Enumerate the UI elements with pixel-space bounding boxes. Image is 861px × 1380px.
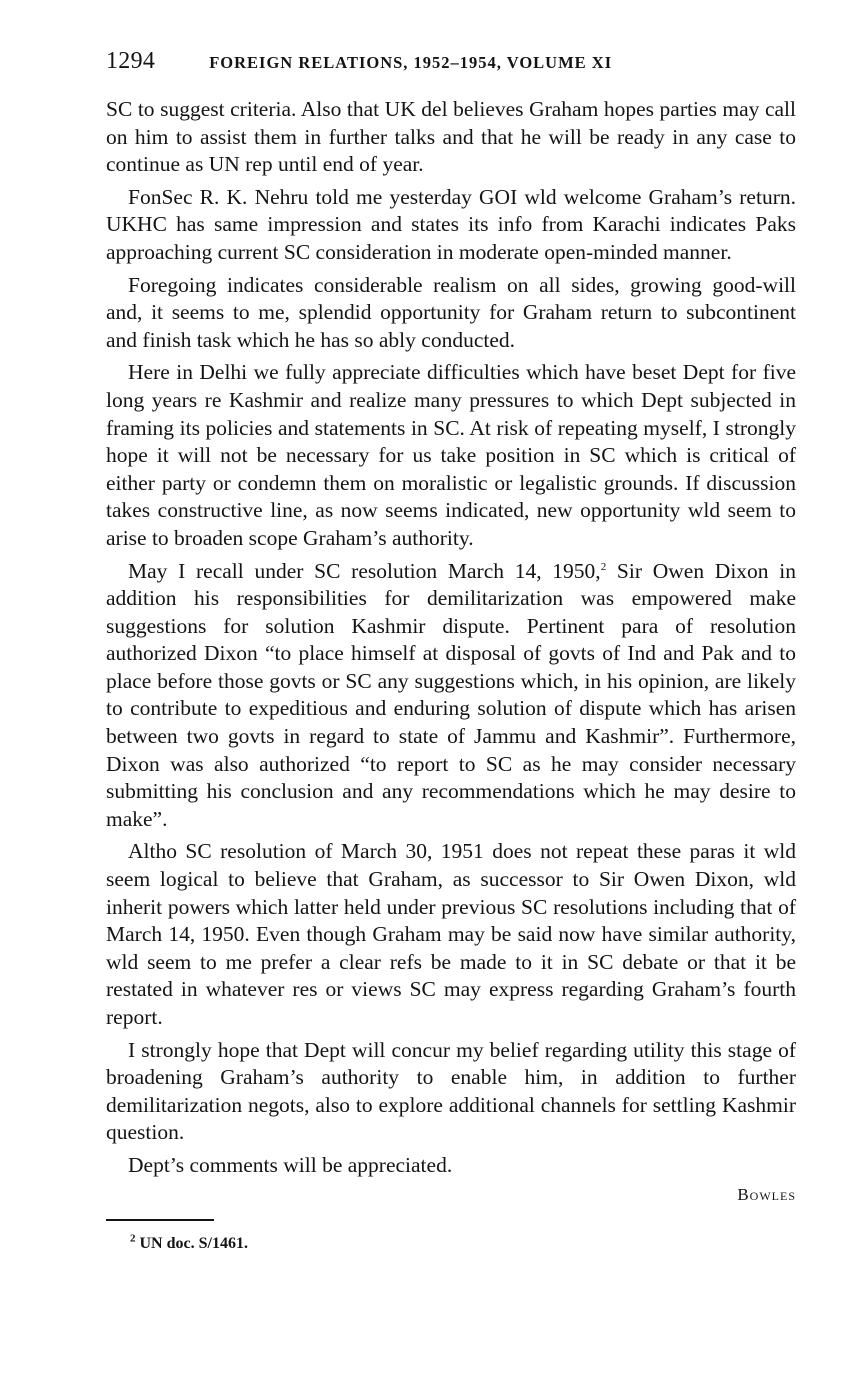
paragraph-5-text-end: Sir Owen Dixon in addition his responsibilities for demilitarization was empowered make suggestions for solution Kashmir dispute. Pertinent para of resolution authorized Dixon “to place himself at disposal of govts of Ind and Pak and to place before those govts or SC any suggestions which, in his opinion, are likely to contribute to expeditious and enduring solution of dispute which has arisen between two govts in regard to state of Jammu and Kashmir”. Furthermore, Dixon was also authorized “to report to SC as he may consider necessary submitting his conclusion and any recommendations which he may desire to make”.: [106, 558, 796, 831]
page-number: 1294: [106, 48, 156, 74]
letter-body: [106, 96, 796, 1180]
document-page: [106, 48, 796, 1253]
running-head: [106, 48, 796, 82]
footnote-divider: [106, 1219, 214, 1221]
paragraph-6: Altho SC resolution of March 30, 1951 does not repeat these paras it wld seem logical to believe that Graham, as successor to Sir Owen Dixon, wld inherit powers which latter held under previous SC resolutions including that of March 14, 1950. Even though Graham may be said now have similar authority, wld seem to me prefer a clear refs be made to it in SC debate or that it be restated in whatever res or views SC may express regarding Graham’s fourth report.: [106, 839, 796, 1029]
paragraph-1: SC to suggest criteria. Also that UK del believes Graham hopes parties may call on him to assist them in further talks and that he will be ready in any case to continue as UN rep until end of year.: [106, 97, 796, 177]
footnote-marker: 2: [130, 1232, 136, 1245]
signature: Bowles: [737, 1184, 796, 1204]
paragraph-5: [106, 558, 796, 834]
paragraph-5-text-start: May I recall under SC resolution March 14, 1950,: [128, 558, 601, 583]
footnote-reference: 2: [600, 560, 607, 573]
running-title: FOREIGN RELATIONS, 1952–1954, VOLUME XI: [209, 53, 613, 72]
paragraph-3: Foregoing indicates considerable realism on all sides, growing good-will and, it seems to me, splendid opportunity for Graham return to subcontinent and finish task which he has so ably conducted.: [106, 272, 796, 352]
footnote: [130, 1232, 796, 1253]
paragraph-4: Here in Delhi we fully appreciate difficulties which have beset Dept for five long years re Kashmir and realize many pressures to which Dept subjected in framing its policies and statements in SC. At risk of repeating myself, I strongly hope it will not be necessary for us take position in SC which is critical of either party or condemn them on moralistic or legalistic grounds. If discussion takes constructive line, as now seems indicated, new opportunity wld seem to arise to broaden scope Graham’s authority.: [106, 360, 796, 550]
paragraph-7: I strongly hope that Dept will concur my belief regarding utility this stage of broadening Graham’s authority to enable him, in addition to further demilitarization negots, also to explore additional channels for settling Kashmir question.: [106, 1037, 796, 1145]
paragraph-2: FonSec R. K. Nehru told me yesterday GOI wld welcome Graham’s return. UKHC has same impression and states its info from Karachi indicates Paks approaching current SC consideration in moderate open-minded manner.: [106, 184, 796, 264]
footnote-text: UN doc. S/1461.: [135, 1234, 248, 1252]
paragraph-8: Dept’s comments will be appreciated.: [128, 1152, 453, 1177]
